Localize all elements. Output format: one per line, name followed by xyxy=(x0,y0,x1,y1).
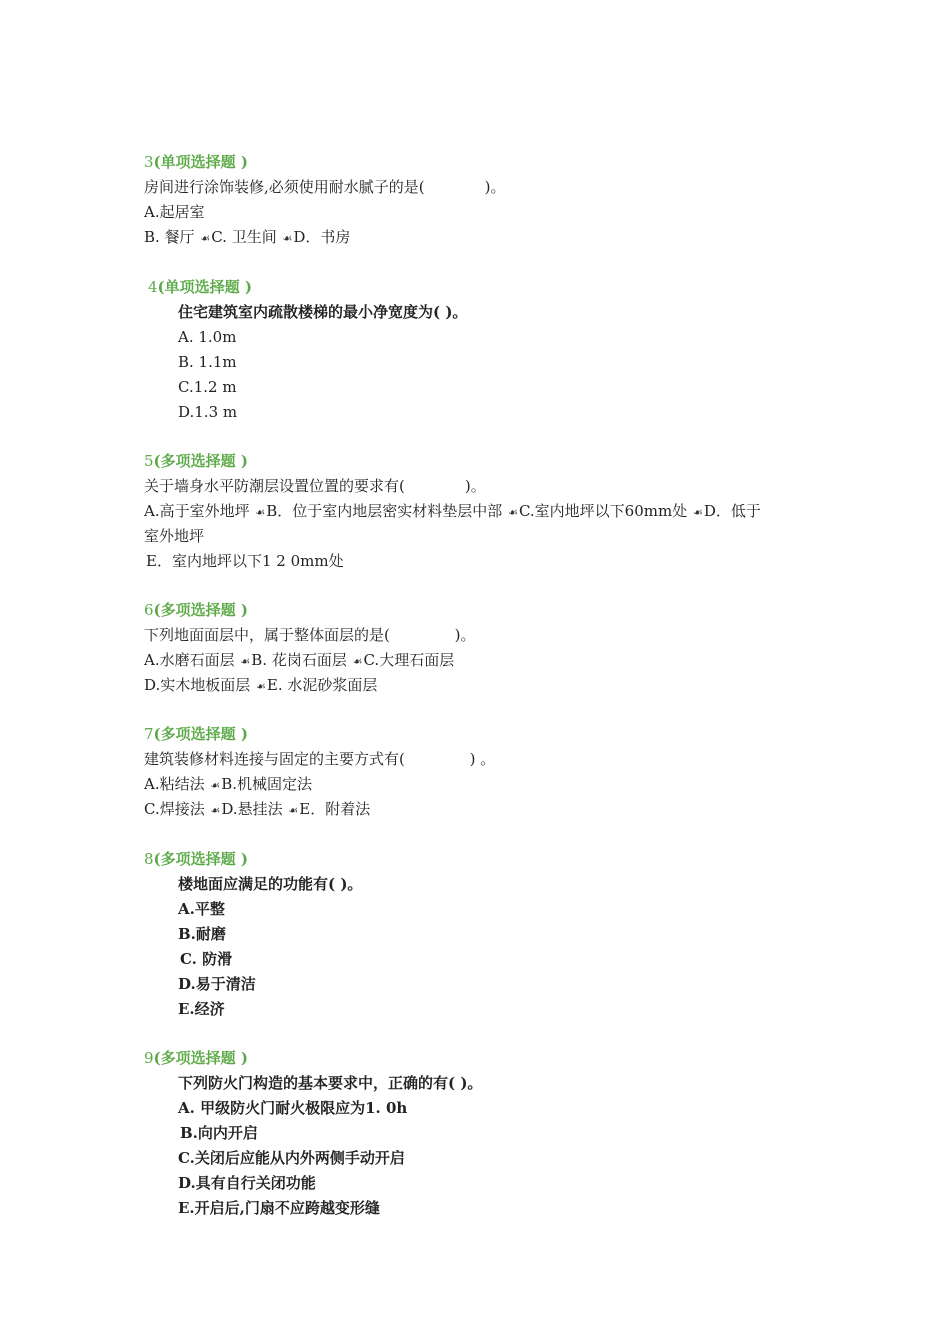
question-header xyxy=(144,600,248,620)
option-c: C. 防滑 xyxy=(180,950,233,968)
separator-icon: ☙ xyxy=(240,655,251,668)
question-stem: 下列防火门构造的基本要求中，正确的有( )。 xyxy=(178,1074,483,1092)
option-b: B. 花岗石面层 xyxy=(251,651,347,669)
option-a: A. 甲级防火门耐火极限应为1. 0h xyxy=(178,1099,408,1117)
question-type: (单项选择题 ) xyxy=(153,153,248,171)
option-c: C.室内地坪以下60mm处 xyxy=(518,502,688,520)
option-e: E.开启后,门扇不应跨越变形缝 xyxy=(178,1199,380,1217)
option-c: C.1.2 m xyxy=(178,378,237,396)
option-c: C.焊接法 xyxy=(144,800,205,818)
option-a: A. 1.0m xyxy=(178,328,237,346)
question-header xyxy=(144,1048,248,1068)
option-d: D.悬挂法 xyxy=(221,800,283,818)
option-b: B.机械固定法 xyxy=(221,775,313,793)
question-type: (多项选择题 ) xyxy=(153,452,248,470)
separator-icon: ☙ xyxy=(508,506,518,519)
option-d: D.易于清洁 xyxy=(178,975,256,993)
question-header xyxy=(144,724,248,744)
option-d: D．低于 xyxy=(703,502,761,520)
option-d: D.具有自行关闭功能 xyxy=(178,1174,316,1192)
question-stem: 建筑装修材料连接与固定的主要方式有( ) 。 xyxy=(144,750,496,768)
question-type: (单项选择题 ) xyxy=(157,278,252,296)
separator-icon: ☙ xyxy=(255,506,266,519)
question-stem: 楼地面应满足的功能有( )。 xyxy=(178,875,363,893)
question-type: (多项选择题 ) xyxy=(153,850,248,868)
option-line xyxy=(144,227,350,249)
separator-icon: ☙ xyxy=(692,506,703,519)
question-header xyxy=(148,277,252,297)
question-number: 7 xyxy=(144,725,154,743)
separator-icon: ☙ xyxy=(282,232,293,245)
separator-icon: ☙ xyxy=(200,232,211,245)
question-stem: 住宅建筑室内疏散楼梯的最小净宽度为( )。 xyxy=(178,303,468,321)
option-c: C. 卫生间 xyxy=(211,228,277,246)
option-b: B.向内开启 xyxy=(180,1124,258,1142)
question-number: 3 xyxy=(144,153,154,171)
question-stem: 下列地面面层中，属于整体面层的是( )。 xyxy=(144,626,476,644)
option-a: A.起居室 xyxy=(144,203,205,221)
option-e: E．附着法 xyxy=(299,800,371,818)
question-number: 6 xyxy=(144,601,154,619)
question-number: 4 xyxy=(148,278,158,296)
question-type: (多项选择题 ) xyxy=(153,725,248,743)
option-line xyxy=(144,675,377,697)
option-line xyxy=(144,202,205,222)
question-type: (多项选择题 ) xyxy=(153,1049,248,1067)
option-b: B．位于室内地层密实材料垫层中部 xyxy=(266,502,503,520)
question-header xyxy=(144,849,248,869)
question-number: 5 xyxy=(144,452,154,470)
option-b: B. 1.1m xyxy=(178,353,237,371)
option-d-continued: 室外地坪 xyxy=(144,527,205,545)
separator-icon: ☙ xyxy=(288,804,299,817)
question-number: 9 xyxy=(144,1049,154,1067)
option-b: B. 餐厅 xyxy=(144,228,195,246)
option-a: A.平整 xyxy=(178,900,225,918)
option-a: A.高于室外地坪 xyxy=(144,502,250,520)
option-e: E.经济 xyxy=(178,1000,225,1018)
option-line xyxy=(144,501,761,523)
question-type: (多项选择题 ) xyxy=(153,601,248,619)
option-line xyxy=(144,774,312,796)
separator-icon: ☙ xyxy=(210,779,221,792)
option-b: B.耐磨 xyxy=(178,925,226,943)
option-c: C.关闭后应能从内外两侧手动开启 xyxy=(178,1149,405,1167)
option-e: E. 水泥砂浆面层 xyxy=(266,676,378,694)
option-e: E．室内地坪以下1 2 0mm处 xyxy=(146,552,344,570)
separator-icon: ☙ xyxy=(256,680,266,693)
option-c: C.大理石面层 xyxy=(363,651,455,669)
option-d: D.1.3 m xyxy=(178,403,238,421)
option-line xyxy=(144,799,370,821)
option-line xyxy=(144,650,454,672)
question-header xyxy=(144,152,248,172)
separator-icon: ☙ xyxy=(210,804,221,817)
option-a: A.水磨石面层 xyxy=(144,651,235,669)
option-a: A.粘结法 xyxy=(144,775,205,793)
option-d: D．书房 xyxy=(293,228,351,246)
option-d: D.实木地板面层 xyxy=(144,676,251,694)
separator-icon: ☙ xyxy=(352,655,363,668)
question-stem: 关于墙身水平防潮层设置位置的要求有( )。 xyxy=(144,477,486,495)
question-header xyxy=(144,451,248,471)
question-number: 8 xyxy=(144,850,154,868)
question-stem: 房间进行涂饰装修,必须使用耐水腻子的是( )。 xyxy=(144,178,506,196)
